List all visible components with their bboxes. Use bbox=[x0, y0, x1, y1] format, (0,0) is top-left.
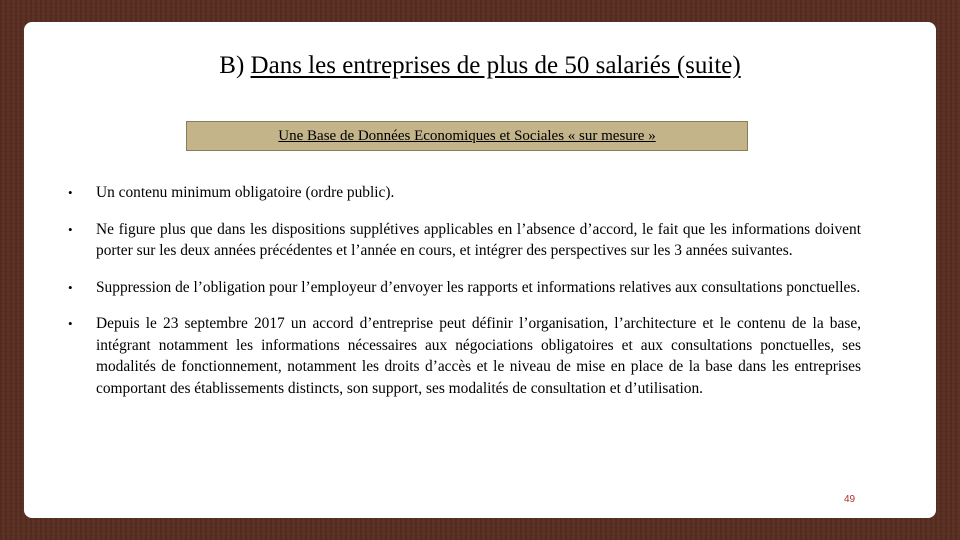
bullet-item bbox=[64, 182, 861, 204]
bullet-item bbox=[64, 219, 861, 262]
subtitle-text: Une Base de Données Economiques et Sociales « sur mesure » bbox=[278, 127, 656, 144]
bullet-dot: • bbox=[68, 185, 73, 200]
bullet-text: Un contenu minimum obligatoire (ordre public). bbox=[96, 184, 395, 201]
title-text: Dans les entreprises de plus de 50 salariés (suite) bbox=[250, 52, 741, 79]
bullet-dot: • bbox=[68, 279, 73, 295]
subtitle-banner bbox=[186, 121, 748, 151]
slide-title bbox=[24, 52, 936, 80]
bullet-item bbox=[64, 277, 861, 299]
title-prefix: B) bbox=[219, 52, 251, 79]
bullet-list bbox=[64, 182, 861, 414]
bullet-text: Ne figure plus que dans les dispositions supplétives applicables en l’absence d’accord, le fait que les informations doivent porter sur les deux années précédentes et l’année en cours, et intégrer des perspectives sur les 3 années suivantes. bbox=[96, 220, 861, 259]
slide bbox=[24, 22, 936, 518]
bullet-dot: • bbox=[68, 316, 73, 331]
bullet-dot: • bbox=[68, 221, 73, 237]
page-number: 49 bbox=[844, 494, 856, 505]
bullet-item bbox=[64, 313, 861, 399]
bullet-text: Suppression de l’obligation pour l’employeur d’envoyer les rapports et informations relatives aux consultations ponctuelles. bbox=[96, 278, 861, 296]
bullet-text: Depuis le 23 septembre 2017 un accord d’entreprise peut définir l’organisation, l’architecture et le contenu de la base, intégrant notamment les informations nécessaires aux négociations obligatoires et aux consultations ponctuelles, ses modalités de fonctionnement, notamment les droits d’accès et le niveau de mise en place de la base dans les entreprises comportant des établissements distincts, son support, ses modalités de consultation et d’utilisation. bbox=[96, 315, 861, 397]
